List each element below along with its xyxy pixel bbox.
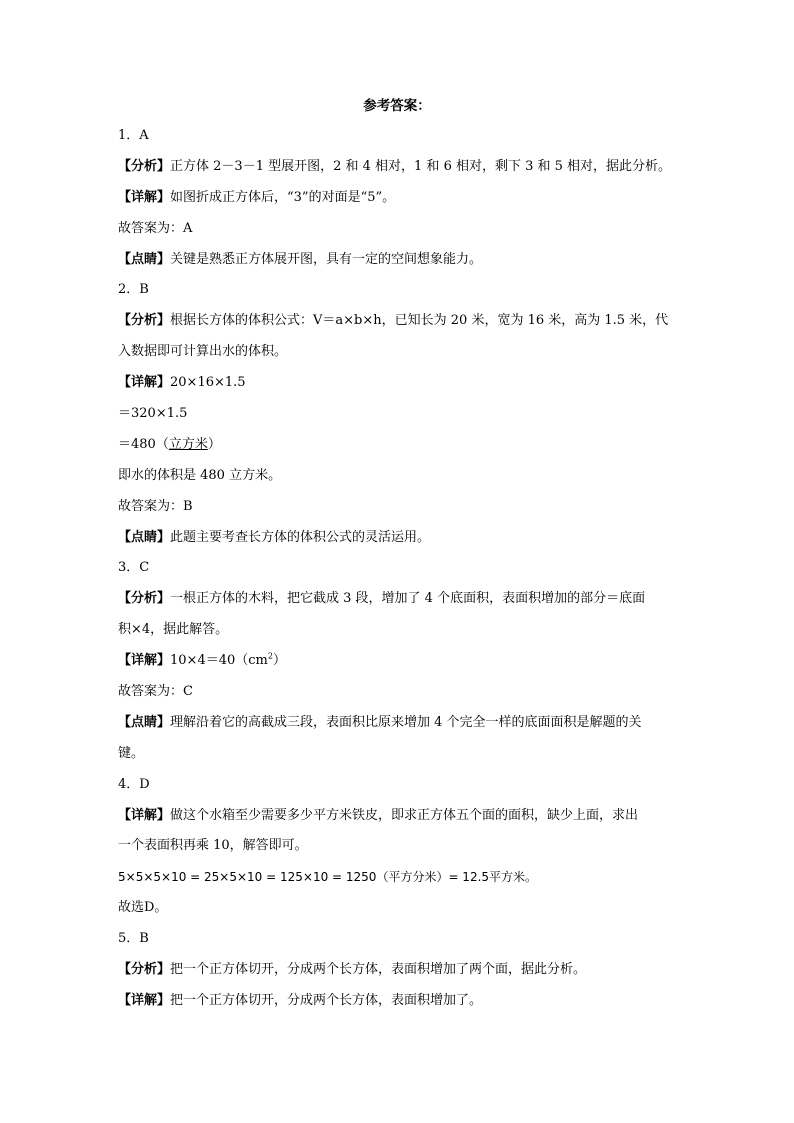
q1-point — [118, 245, 678, 276]
q2-number: 2．B — [118, 282, 149, 298]
analysis-tag: 【分析】 — [118, 962, 171, 978]
q2-detail-step-4: 即水的体积是 480 立方米。 — [118, 467, 282, 483]
q2-result-close: ） — [207, 436, 221, 452]
detail-tag: 【详解】 — [118, 807, 171, 823]
q5-detail-text: 把一个正方体切开，分成两个长方体，表面积增加了。 — [170, 992, 483, 1008]
page-title: 参考答案： — [363, 98, 431, 114]
q2-detail-step-2: ＝320×1.5 — [118, 406, 188, 422]
q2-analysis — [118, 306, 678, 337]
answer-content — [118, 121, 678, 1017]
q2-point-text: 此题主要考查长方体的体积公式的灵活运用。 — [170, 529, 431, 545]
q3-detail-post: ） — [272, 653, 286, 669]
q1-detail-text: 如图折成正方体后，“3”的对面是“5”。 — [170, 189, 396, 205]
analysis-tag: 【分析】 — [118, 158, 171, 174]
q3-detail-pre: 10×4＝40（cm — [170, 653, 268, 669]
q1-answer: 故答案为：A — [118, 220, 193, 236]
q3-detail — [118, 646, 678, 677]
q4-detail-text-1: 做这个水箱至少需要多少平方米铁皮，即求正方体五个面的面积，缺少上面，求出 — [170, 807, 639, 823]
q4-detail — [118, 801, 678, 832]
q1-number: 1．A — [118, 128, 149, 143]
q2-analysis-text-1: 根据长方体的体积公式：V＝a×b×h，已知长为 20 米，宽为 16 米，高为 1.5 米，代 — [170, 313, 669, 329]
point-tag: 【点睛】 — [118, 529, 171, 545]
q2-detail — [118, 368, 678, 399]
q1-analysis — [118, 152, 678, 183]
q3-number: 3．C — [118, 560, 150, 576]
q1-point-text: 关键是熟悉正方体展开图，具有一定的空间想象能力。 — [170, 251, 483, 267]
q5-number: 5．B — [118, 931, 149, 947]
q2-point — [118, 523, 678, 554]
q2-answer: 故答案为：B — [118, 498, 193, 514]
point-tag: 【点睛】 — [118, 251, 171, 267]
q1-detail — [118, 183, 678, 214]
q1-analysis-text: 正方体 2－3－1 型展开图，2 和 4 相对，1 和 6 相对，剩下 3 和 5 相对，据此分析。 — [170, 158, 672, 174]
detail-tag: 【详解】 — [118, 653, 171, 669]
q2-analysis-cont: 入数据即可计算出水的体积。 — [118, 344, 288, 360]
q3-point — [118, 708, 678, 739]
q3-analysis-text-1: 一根正方体的木料，把它截成 3 段，增加了 4 个底面积，表面积增加的部分＝底面 — [170, 591, 646, 607]
q3-point-cont: 键。 — [118, 745, 145, 761]
q5-analysis — [118, 955, 678, 986]
q5-detail — [118, 986, 678, 1017]
detail-tag: 【详解】 — [118, 375, 171, 391]
q3-point-text-1: 理解沿着它的高截成三段，表面积比原来增加 4 个完全一样的底面面积是解题的关 — [170, 714, 642, 730]
q3-analysis — [118, 584, 678, 615]
q4-answer: 故选D。 — [118, 900, 168, 916]
detail-tag: 【详解】 — [118, 992, 171, 1008]
analysis-tag: 【分析】 — [118, 313, 171, 329]
q3-analysis-cont: 积×4，据此解答。 — [118, 622, 229, 638]
point-tag: 【点睛】 — [118, 714, 171, 730]
analysis-tag: 【分析】 — [118, 591, 171, 607]
q2-detail-text-1: 20×16×1.5 — [170, 375, 246, 391]
q4-number: 4．D — [118, 776, 150, 792]
detail-tag: 【详解】 — [118, 189, 171, 205]
q2-detail-step-3 — [118, 430, 678, 461]
q5-analysis-text: 把一个正方体切开，分成两个长方体，表面积增加了两个面，据此分析。 — [170, 962, 587, 978]
q4-formula: 5×5×5×10 = 25×5×10 = 125×10 = 1250（平方分米）= 12.5平方米。 — [118, 870, 538, 885]
q4-detail-cont: 一个表面积再乘 10，解答即可。 — [118, 838, 308, 854]
q3-answer: 故答案为：C — [118, 684, 193, 700]
q3-detail-superscript: 2 — [267, 651, 273, 661]
q2-result-unit: 立方米 — [168, 436, 208, 452]
q2-result-value: ＝480（ — [118, 436, 169, 452]
